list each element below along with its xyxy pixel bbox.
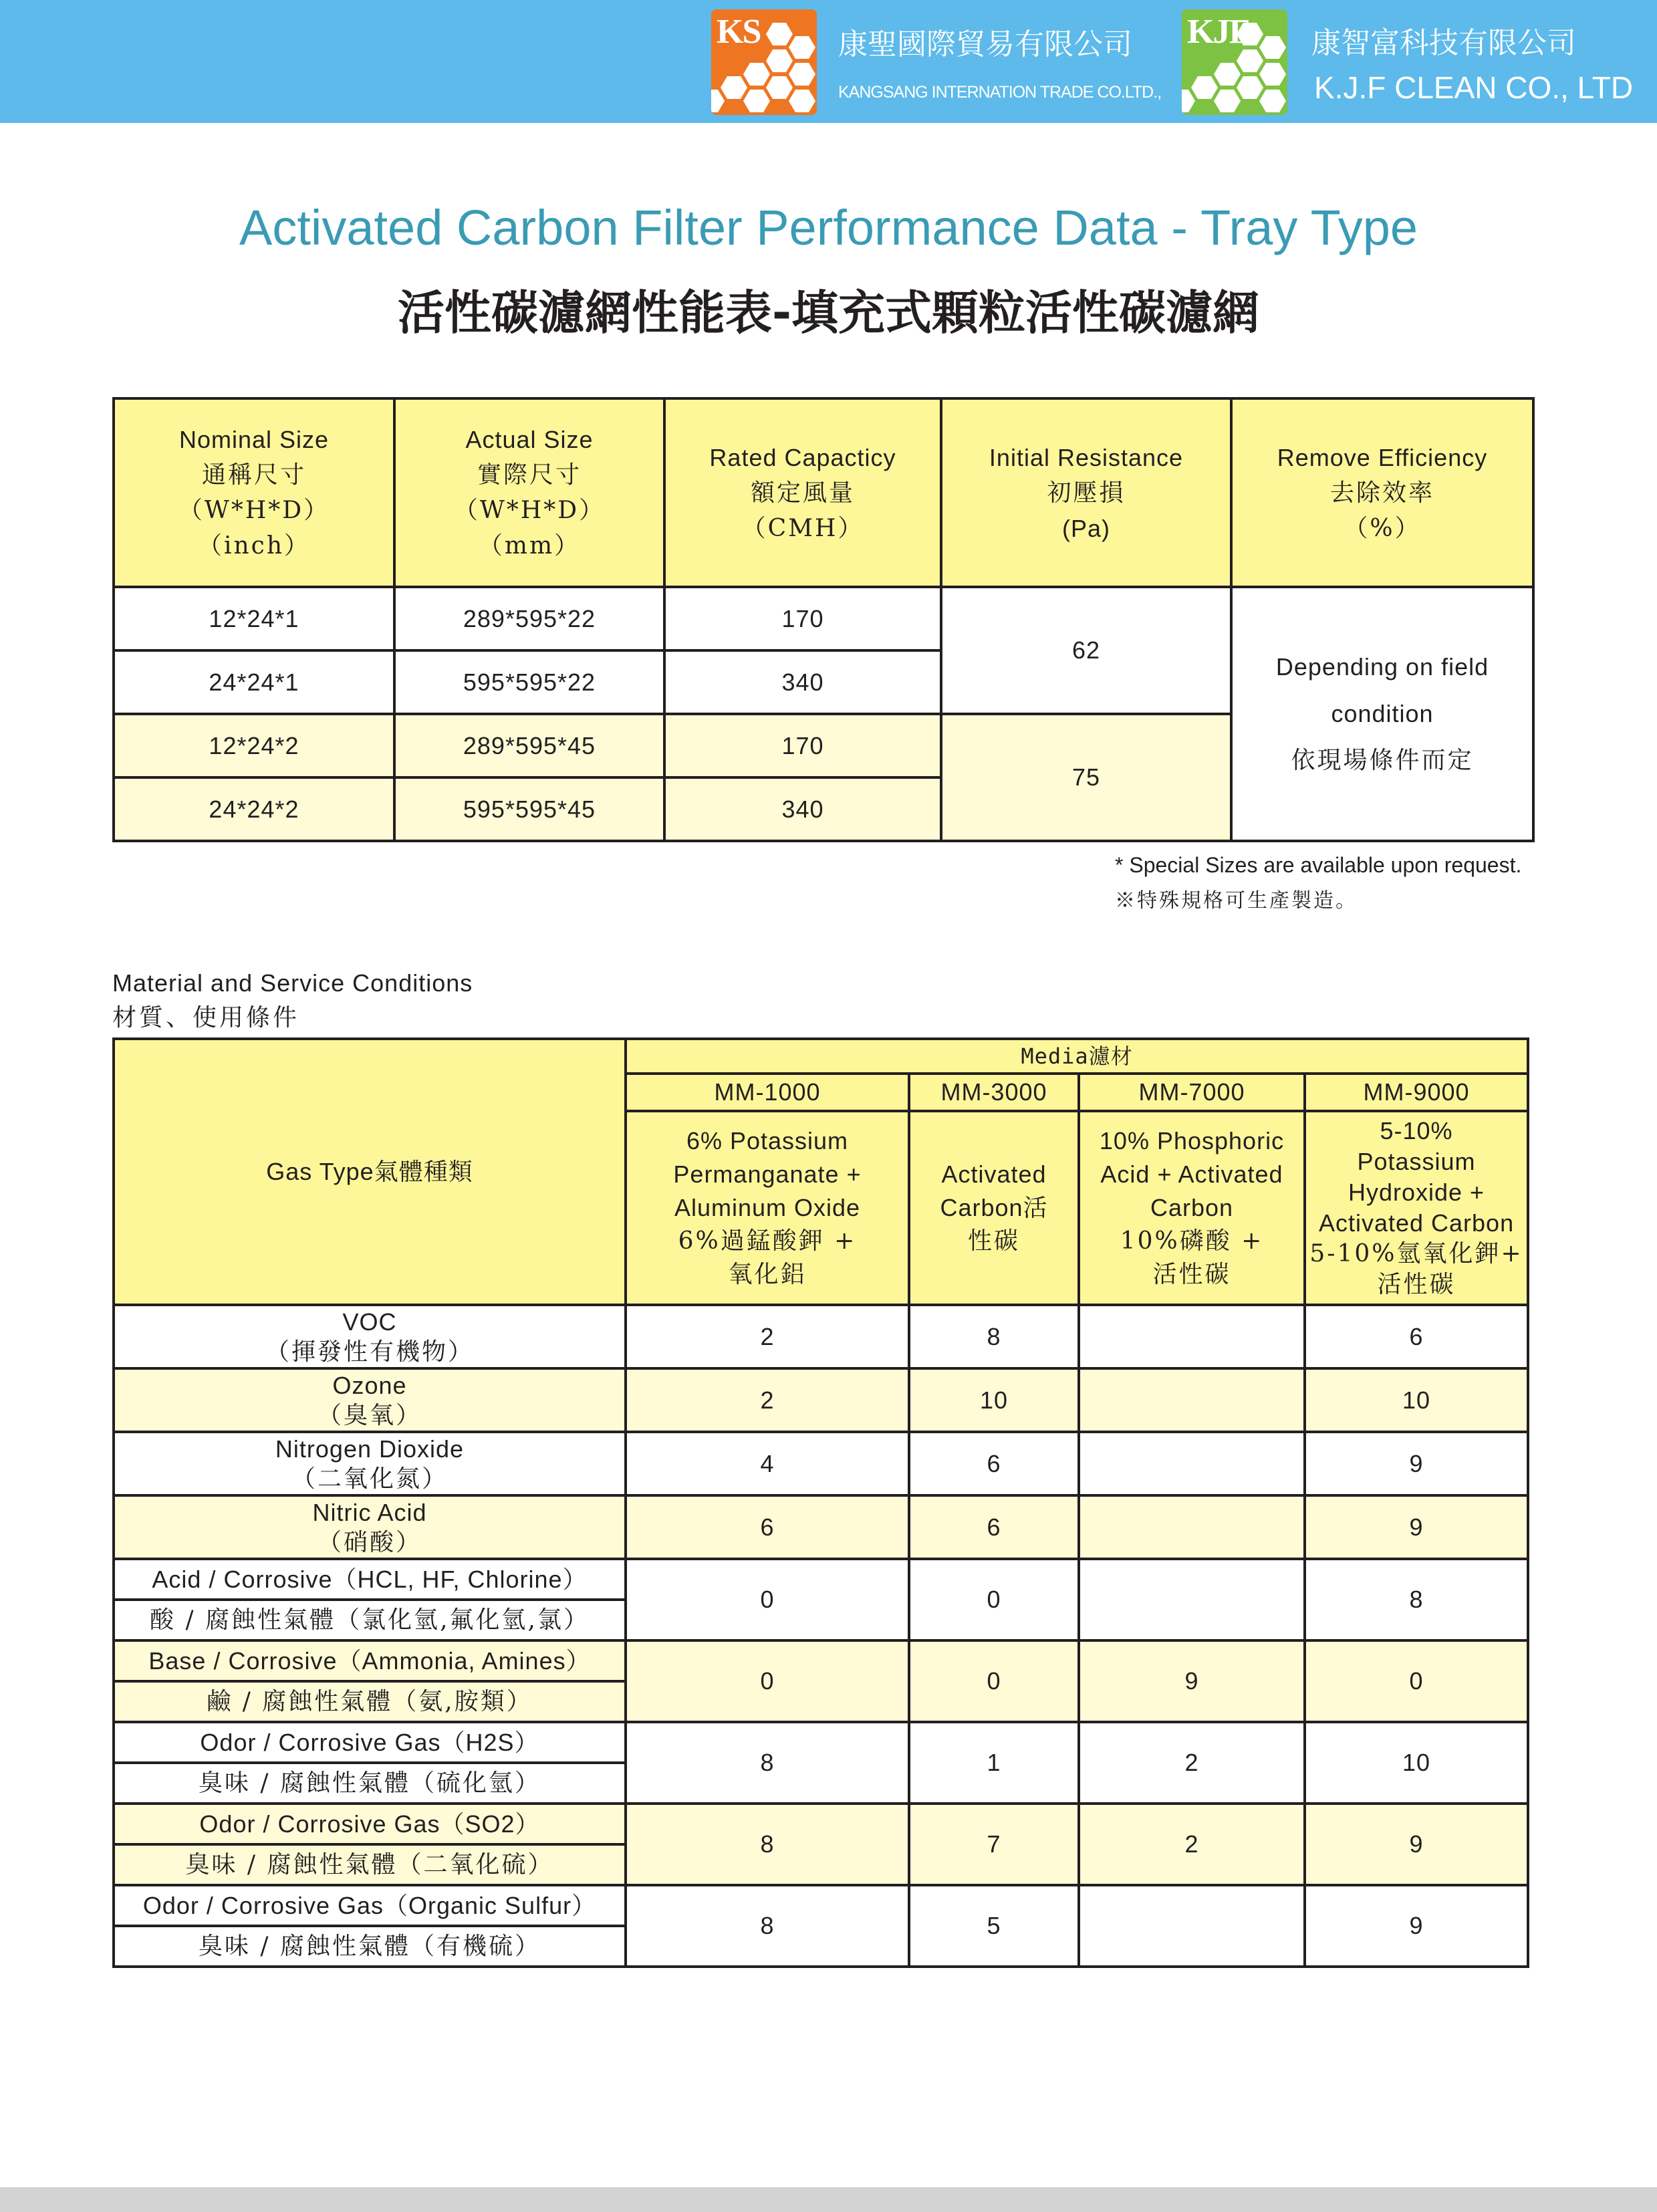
gas-name xyxy=(114,1305,626,1368)
media-desc-line: 氧化鋁 xyxy=(728,1261,807,1288)
media-desc-line: Acid + Activated xyxy=(1100,1160,1283,1188)
gas-name-zh: 臭味 / 腐蝕性氣體（二氧化硫） xyxy=(114,1844,626,1885)
section-title-en: Material and Service Conditions xyxy=(112,969,473,997)
cell-efficiency xyxy=(1231,587,1533,841)
cell-rating: 6 xyxy=(626,1495,909,1559)
cell-rating: 2 xyxy=(626,1305,909,1368)
table-row xyxy=(114,1885,1528,1926)
media-description xyxy=(909,1111,1079,1305)
header-label-en: Actual Size xyxy=(465,426,594,453)
cell-rating: 6 xyxy=(909,1432,1079,1495)
cell-rating: 9 xyxy=(1305,1804,1528,1885)
header-unit: (Pa) xyxy=(1061,514,1110,542)
header-label-en: Nominal Size xyxy=(178,426,330,453)
media-code: MM-1000 xyxy=(626,1074,909,1111)
ks-logo-text: KS xyxy=(717,13,761,51)
kjf-logo-text: KJF xyxy=(1187,13,1249,51)
header-unit: （inch） xyxy=(197,532,311,560)
cell-nominal: 12*24*2 xyxy=(114,714,394,777)
gas-name-zh: （臭氧） xyxy=(317,1401,422,1429)
ks-logo xyxy=(711,9,817,115)
header-unit: （%） xyxy=(1344,514,1421,542)
cell-rating: 7 xyxy=(909,1804,1079,1885)
cell-capacity: 170 xyxy=(664,714,941,777)
cell-rating: 6 xyxy=(1305,1305,1528,1368)
media-header-row xyxy=(114,1039,1528,1074)
cell-actual: 595*595*45 xyxy=(394,777,664,841)
table-row xyxy=(114,1722,1528,1763)
cell-rating xyxy=(1079,1432,1305,1495)
media-desc-line: Permanganate + xyxy=(673,1160,862,1188)
cell-rating: 4 xyxy=(626,1432,909,1495)
cell-nominal: 12*24*1 xyxy=(114,587,394,650)
efficiency-text-zh: 依現場條件而定 xyxy=(1291,747,1474,774)
cell-resistance: 62 xyxy=(941,587,1231,714)
cell-rating: 10 xyxy=(1305,1368,1528,1432)
header-remove-efficiency xyxy=(1231,398,1533,587)
gas-name xyxy=(114,1432,626,1495)
header-label-en: Remove Efficiency xyxy=(1277,443,1488,471)
cell-rating: 9 xyxy=(1305,1885,1528,1967)
gas-name-zh: （二氧化氮） xyxy=(291,1465,448,1493)
media-desc-line: 10% Phosphoric xyxy=(1099,1127,1285,1154)
table-row xyxy=(114,1804,1528,1844)
cell-rating xyxy=(1079,1885,1305,1967)
cell-actual: 289*595*45 xyxy=(394,714,664,777)
cell-rating: 8 xyxy=(1305,1559,1528,1640)
media-code: MM-3000 xyxy=(909,1074,1079,1111)
cell-capacity: 170 xyxy=(664,587,941,650)
media-desc-line: 6% Potassium xyxy=(686,1127,849,1154)
gas-name-en: VOC xyxy=(342,1308,397,1336)
ks-company-name-zh: 康聖國際貿易有限公司 xyxy=(838,27,1132,62)
header-label-zh: 額定風量 xyxy=(750,479,855,507)
cell-rating xyxy=(1079,1305,1305,1368)
media-desc-line: Aluminum Oxide xyxy=(674,1194,861,1221)
table-row xyxy=(114,1432,1528,1495)
footer-bar xyxy=(0,2187,1657,2212)
cell-nominal: 24*24*1 xyxy=(114,650,394,714)
cell-resistance: 75 xyxy=(941,714,1231,841)
efficiency-text-en: condition xyxy=(1331,700,1434,727)
media-description xyxy=(1079,1111,1305,1305)
cell-rating: 8 xyxy=(626,1722,909,1804)
media-desc-line: Hydroxide + xyxy=(1348,1179,1485,1206)
gas-name-en: Odor / Corrosive Gas（H2S） xyxy=(114,1722,626,1763)
gas-name-en: Base / Corrosive（Ammonia, Amines） xyxy=(114,1640,626,1681)
header-rated-capacity xyxy=(664,398,941,587)
cell-rating: 0 xyxy=(1305,1640,1528,1722)
cell-rating: 8 xyxy=(626,1885,909,1967)
cell-rating: 8 xyxy=(626,1804,909,1885)
cell-rating: 0 xyxy=(626,1640,909,1722)
media-desc-line: Carbon活 xyxy=(940,1194,1048,1221)
cell-capacity: 340 xyxy=(664,650,941,714)
cell-rating: 5 xyxy=(909,1885,1079,1967)
gas-name-zh: 臭味 / 腐蝕性氣體（有機硫） xyxy=(114,1926,626,1967)
media-desc-line: Carbon xyxy=(1150,1194,1234,1221)
media-desc-line: 5-10%氫氧化鉀+ xyxy=(1309,1240,1523,1267)
header-initial-resistance xyxy=(941,398,1231,587)
cell-rating: 1 xyxy=(909,1722,1079,1804)
header-unit: （CMH） xyxy=(741,514,864,542)
media-desc-line: 活性碳 xyxy=(1152,1261,1231,1288)
cell-rating: 2 xyxy=(626,1368,909,1432)
gas-name-zh: （硝酸） xyxy=(317,1528,422,1556)
gas-name xyxy=(114,1368,626,1432)
media-desc-line: Potassium xyxy=(1357,1148,1476,1175)
gas-name-zh: 鹼 / 腐蝕性氣體（氨,胺類） xyxy=(114,1681,626,1722)
special-size-note-en: * Special Sizes are available upon request. xyxy=(1115,853,1522,877)
media-description xyxy=(626,1111,909,1305)
gas-name-zh: （揮發性有機物） xyxy=(265,1338,474,1366)
media-desc-line: Activated xyxy=(941,1160,1047,1188)
cell-rating: 6 xyxy=(909,1495,1079,1559)
media-code: MM-7000 xyxy=(1079,1074,1305,1111)
table-row xyxy=(114,1305,1528,1368)
table-row xyxy=(114,587,1533,650)
cell-capacity: 340 xyxy=(664,777,941,841)
gas-type-header: Gas Type氣體種類 xyxy=(114,1039,626,1305)
cell-rating: 0 xyxy=(626,1559,909,1640)
table-row xyxy=(114,1559,1528,1600)
gas-name xyxy=(114,1495,626,1559)
gas-name-en: Odor / Corrosive Gas（SO2） xyxy=(114,1804,626,1844)
header-label-zh: 通稱尺寸 xyxy=(201,461,306,489)
header-unit: （W*H*D） xyxy=(178,497,330,524)
gas-name-en: Odor / Corrosive Gas（Organic Sulfur） xyxy=(114,1885,626,1926)
kjf-company-name-en: K.J.F CLEAN CO., LTD xyxy=(1314,70,1634,105)
header-unit: （mm） xyxy=(478,532,581,560)
media-code: MM-9000 xyxy=(1305,1074,1528,1111)
header-label-zh: 初壓損 xyxy=(1047,479,1126,507)
page-title-en: Activated Carbon Filter Performance Data - Tray Type xyxy=(239,200,1418,255)
gas-name-zh: 臭味 / 腐蝕性氣體（硫化氫） xyxy=(114,1763,626,1804)
performance-header-row xyxy=(114,398,1533,587)
ks-company-name-en: KANGSANG INTERNATION TRADE CO.LTD., xyxy=(838,83,1162,102)
cell-rating: 9 xyxy=(1305,1495,1528,1559)
section-title-zh: 材質、使用條件 xyxy=(112,1004,300,1031)
gas-name-en: Nitric Acid xyxy=(312,1498,427,1526)
page-title-zh: 活性碳濾網性能表-填充式顆粒活性碳濾網 xyxy=(397,285,1260,340)
material-table xyxy=(112,1037,1529,1968)
efficiency-text-en: Depending on field xyxy=(1275,653,1489,681)
cell-rating: 0 xyxy=(909,1559,1079,1640)
cell-rating: 9 xyxy=(1079,1640,1305,1722)
kjf-logo xyxy=(1182,9,1287,115)
cell-actual: 595*595*22 xyxy=(394,650,664,714)
cell-actual: 289*595*22 xyxy=(394,587,664,650)
cell-rating: 9 xyxy=(1305,1432,1528,1495)
cell-rating: 10 xyxy=(909,1368,1079,1432)
cell-nominal: 24*24*2 xyxy=(114,777,394,841)
gas-name-zh: 酸 / 腐蝕性氣體（氯化氫,氟化氫,氯） xyxy=(114,1600,626,1640)
gas-name-en: Ozone xyxy=(332,1371,407,1399)
cell-rating: 8 xyxy=(909,1305,1079,1368)
cell-rating xyxy=(1079,1559,1305,1640)
header-label-zh: 實際尺寸 xyxy=(477,461,582,489)
header-label-en: Rated Capacticy xyxy=(709,443,896,471)
table-row xyxy=(114,1640,1528,1681)
header-nominal-size xyxy=(114,398,394,587)
performance-table xyxy=(112,397,1535,842)
header-actual-size xyxy=(394,398,664,587)
header-label-en: Initial Resistance xyxy=(989,443,1184,471)
kjf-company-name-zh: 康智富科技有限公司 xyxy=(1311,26,1576,60)
media-desc-line: Activated Carbon xyxy=(1318,1209,1515,1237)
gas-name-en: Acid / Corrosive（HCL, HF, Chlorine） xyxy=(114,1559,626,1600)
header-bar xyxy=(0,0,1657,123)
table-row xyxy=(114,1368,1528,1432)
media-desc-line: 6%過錳酸鉀 + xyxy=(678,1227,857,1255)
media-desc-line: 性碳 xyxy=(967,1227,1020,1255)
media-header: Media濾材 xyxy=(626,1039,1528,1074)
header-unit: （W*H*D） xyxy=(453,497,606,524)
media-description xyxy=(1305,1111,1528,1305)
cell-rating xyxy=(1079,1495,1305,1559)
cell-rating xyxy=(1079,1368,1305,1432)
cell-rating: 2 xyxy=(1079,1722,1305,1804)
table-row xyxy=(114,1495,1528,1559)
cell-rating: 2 xyxy=(1079,1804,1305,1885)
media-desc-line: 5-10% xyxy=(1380,1117,1453,1144)
header-label-zh: 去除效率 xyxy=(1329,479,1434,507)
media-desc-line: 活性碳 xyxy=(1377,1271,1456,1298)
special-size-note-zh: ※特殊規格可生產製造。 xyxy=(1115,889,1358,912)
cell-rating: 0 xyxy=(909,1640,1079,1722)
media-desc-line: 10%磷酸 + xyxy=(1120,1227,1264,1255)
gas-name-en: Nitrogen Dioxide xyxy=(275,1435,465,1463)
cell-rating: 10 xyxy=(1305,1722,1528,1804)
